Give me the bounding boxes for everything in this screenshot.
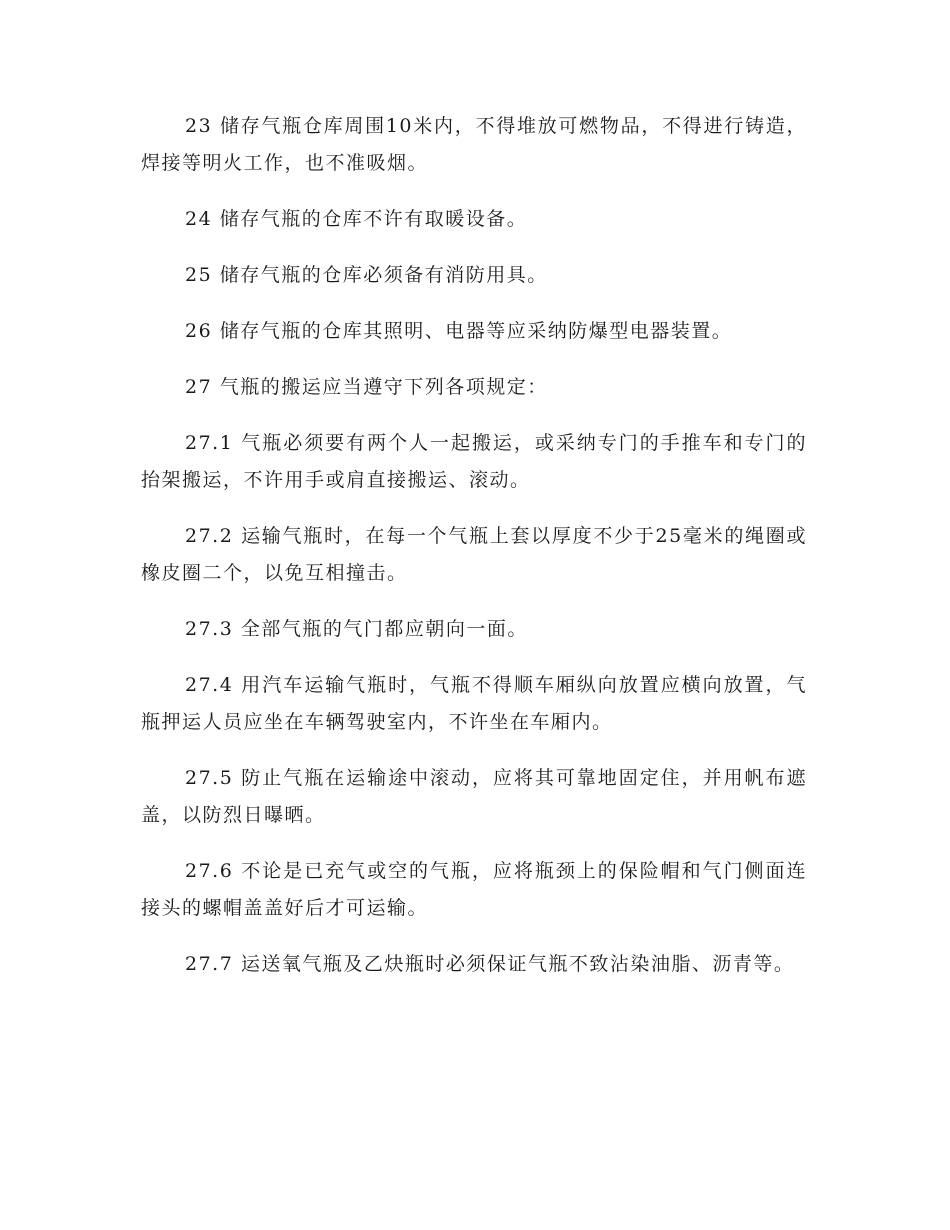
paragraph-27-4: 27.4 用汽车运输气瓶时，气瓶不得顺车厢纵向放置应横向放置，气瓶押运人员应坐在车辆驾驶室内，不许坐在车厢内。	[141, 674, 807, 733]
paragraph-27-6: 27.6 不论是已充气或空的气瓶，应将瓶颈上的保险帽和气门侧面连接头的螺帽盖盖好后才可运输。	[141, 860, 807, 919]
paragraph-27-5: 27.5 防止气瓶在运输途中滚动，应将其可靠地固定住，并用帆布遮盖，以防烈日曝晒。	[141, 767, 807, 826]
paragraph-27-2: 27.2 运输气瓶时，在每一个气瓶上套以厚度不少于25毫米的绳圈或橡皮圈二个，以免互相撞击。	[141, 525, 807, 584]
paragraph-27-1: 27.1 气瓶必须要有两个人一起搬运，或采纳专门的手推车和专门的抬架搬运，不许用手或肩直接搬运、滚动。	[141, 432, 807, 491]
paragraph-25: 25 储存气瓶的仓库必须备有消防用具。	[185, 264, 548, 286]
paragraph-27: 27 气瓶的搬运应当遵守下列各项规定：	[185, 376, 548, 398]
paragraph-26: 26 储存气瓶的仓库其照明、电器等应采纳防爆型电器装置。	[185, 320, 733, 342]
paragraph-24: 24 储存气瓶的仓库不许有取暖设备。	[185, 208, 528, 230]
document-body	[141, 108, 807, 1002]
paragraph-23: 23 储存气瓶仓库周围10米内，不得堆放可燃物品，不得进行铸造，焊接等明火工作，也不准吸烟。	[141, 115, 807, 174]
paragraph-27-7: 27.7 运送氧气瓶及乙炔瓶时必须保证气瓶不致沾染油脂、沥青等。	[185, 953, 795, 975]
paragraph-27-3: 27.3 全部气瓶的气门都应朝向一面。	[185, 618, 528, 640]
